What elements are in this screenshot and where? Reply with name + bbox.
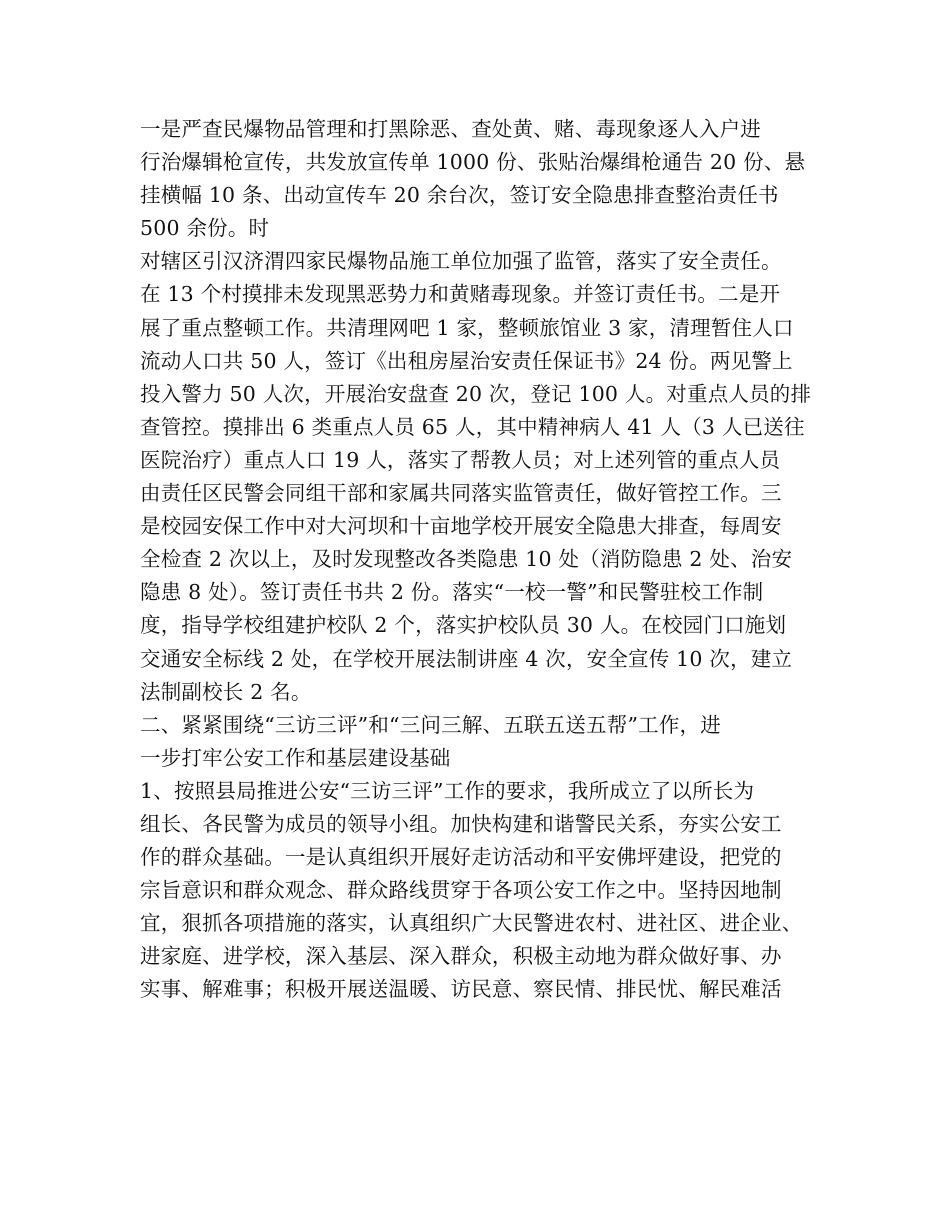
text-line: 作的群众基础。一是认真组织开展好走访活动和平安佛坪建设，把党的 [140,845,782,870]
section-heading-line: 一步打牢公安工作和基层建设基础 [140,745,451,770]
text-line: 挂横幅 10 条、出动宣传车 20 余台次，签订安全隐患排查整治责任书 [140,183,779,208]
text-line: 1、按照县局推进公安“三访三评”工作的要求，我所成立了以所长为 [140,778,755,803]
text-line: 在 13 个村摸排未发现黑恶势力和黄赌毒现象。并签订责任书。二是开 [140,282,781,307]
text-line: 全检查 2 次以上，及时发现整改各类隐患 10 处（消防隐患 2 处、治安 [140,547,793,572]
text-line: 隐患 8 处）。签订责任书共 2 份。落实“一校一警”和民警驻校工作制 [140,580,764,605]
text-line: 展了重点整顿工作。共清理网吧 1 家，整顿旅馆业 3 家，清理暂住人口 [140,315,794,340]
text-line: 投入警力 50 人次，开展治安盘查 20 次，登记 100 人。对重点人员的排 [140,381,812,406]
text-line: 是校园安保工作中对大河坝和十亩地学校开展安全隐患大排查，每周安 [140,514,782,539]
section-heading-line: 二、紧紧围绕“三访三评”和“三问三解、五联五送五帮”工作，进 [140,712,721,737]
text-line: 由责任区民警会同组干部和家属共同落实监管责任，做好管控工作。三 [140,481,782,506]
text-line: 宜，狠抓各项措施的落实，认真组织广大民警进农村、进社区、进企业、 [140,911,803,936]
text-line: 组长、各民警为成员的领导小组。加快构建和谐警民关系，夯实公安工 [140,811,782,836]
text-line: 一是严查民爆物品管理和打黑除恶、查处黄、赌、毒现象逐人入户进 [140,117,761,141]
text-line: 行治爆辑枪宣传，共发放宣传单 1000 份、张贴治爆缉枪通告 20 份、悬 [140,150,806,175]
text-line: 医院治疗）重点人口 19 人，落实了帮教人员；对上述列管的重点人员 [140,447,781,472]
text-line: 实事、解难事；积极开展送温暖、访民意、察民情、排民忧、解民难活 [140,977,782,1002]
text-line: 交通安全标线 2 处，在学校开展法制讲座 4 次，安全宣传 10 次，建立 [140,646,793,671]
text-line: 流动人口共 50 人，签订《出租房屋治安责任保证书》24 份。两见警上 [140,348,793,373]
text-line: 法制副校长 2 名。 [140,679,312,704]
body-text [140,113,822,1007]
text-line: 度，指导学校组建护校队 2 个，落实护校队员 30 人。在校园门口施划 [140,613,787,638]
text-line: 500 余份。时 [140,216,270,241]
text-line: 宗旨意识和群众观念、群众路线贯穿于各项公安工作之中。坚持因地制 [140,878,782,903]
text-line: 查管控。摸排出 6 类重点人员 65 人，其中精神病人 41 人（3 人已送往 [140,414,805,439]
text-line: 进家庭、进学校，深入基层、深入群众，积极主动地为群众做好事、办 [140,944,782,969]
text-line: 对辖区引汉济渭四家民爆物品施工单位加强了监管，落实了安全责任。 [140,249,782,274]
